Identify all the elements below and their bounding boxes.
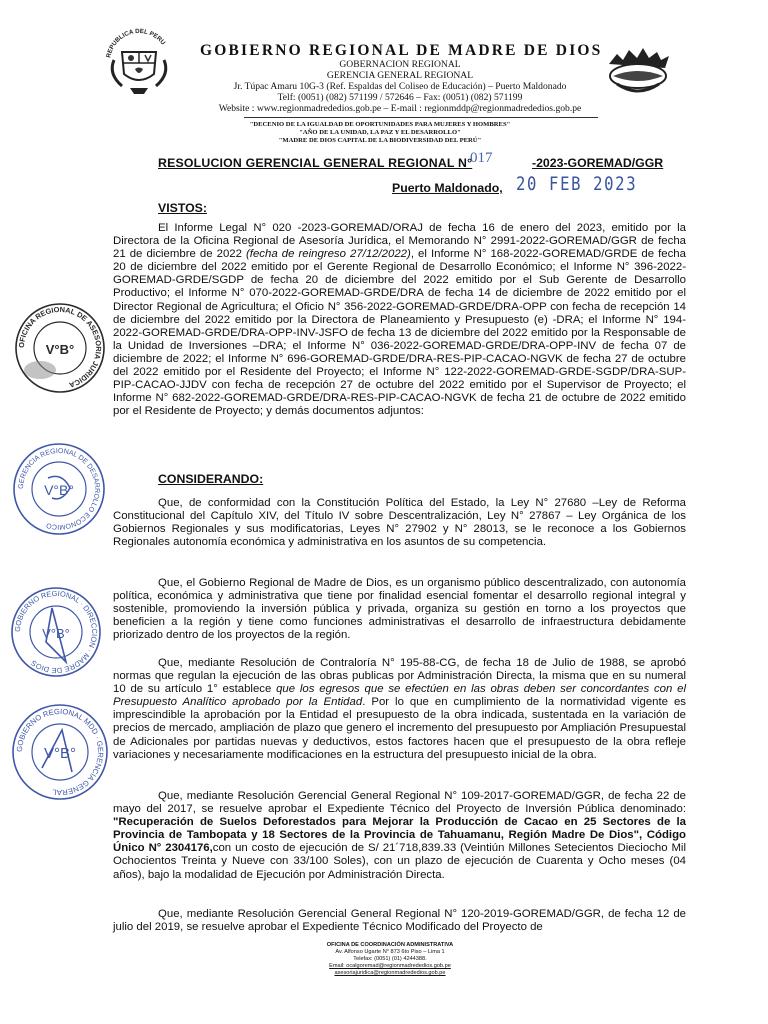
stamp-desarrollo-economico [8,438,110,540]
svg-text:REPUBLICA DEL PERU: REPUBLICA DEL PERU [105,27,167,59]
considerando-text-4-bold: "Recuperación de Suelos Deforestados para Mejorar la Producción de Cacao en 25 Sectores de la Provincia de Tambopata y 18 Sectores de la Provincia de Tahuamanu, Región Madre De Dios", Código Único N° 2304176, [113,816,686,855]
considerando-paragraph-3 [113,657,686,762]
considerando-text-1: Que, de conformidad con la Constitución Política del Estado, la Ley N° 27680 –Ley de Reforma Constitucional del Capítulo XIV, del Título IV sobre Descentralización, Ley N° 27867 – Ley Orgánica de los Gobiernos Regionales y sus modificatorias, Leyes N° 27902 y N° 28013, se le reconoce a los Gobiernos Regionales autonomía económica y administrativa en los asuntos de su competencia. [113,497,686,549]
stamp-3-mark: V°B° [42,626,70,641]
footer-address: Av. Alfonso Ugarte N° 873 6to Piso – Lima 1 [335,949,445,955]
vistos-reingreso-date: (fecha de reingreso 27/12/2022) [246,248,411,261]
vistos-paragraph [113,222,686,418]
header-rule [244,117,598,118]
stamp-3-ring: GOBIERNO REGIONAL · DIRECCION · MADRE DE DIOS [12,588,100,676]
considerando-text-3a: Que, mediante Resolución de Contraloría N° 195-88-CG, de fecha 18 de Julio de 1988, se aprobó normas que regulan la ejecución de las obras publicas por Administración Directa, la misma que en su numeral 10 de su artículo 1° establece [113,657,686,696]
considerando-text-4a: Que, mediante Resolución Gerencial General Regional N° 109-2017-GOREMAD/GGR, de fecha 22 de mayo del 2017, se resuelve aprobar el Expediente Técnico del Proyecto de Inversión Pública denominado: [113,790,686,816]
resolution-title: RESOLUCION GERENCIAL GENERAL REGIONAL N° [158,156,473,170]
considerando-paragraph-2 [113,577,686,642]
considerando-heading: CONSIDERANDO: [158,472,264,486]
stamp-4-ring: GOBIERNO REGIONAL MDD · GERENCIA GENERAL [14,706,106,798]
resolution-place: Puerto Maldonado, [392,181,503,195]
stamp-1-ring: OFICINA REGIONAL DE ASESORIA JURIDICA [16,304,104,390]
header-gerencia: GERENCIA GENERAL REGIONAL [326,70,474,81]
considerando-text-3c: . Por lo que en cumplimiento de la normatividad vigente es imprescindible la aprobación por la Entidad el presupuesto de la obra indicada, sustentada en la variación de precios de mercado, ampliación de plazo que genero el incremento del presupuesto por Ampliación Presupuestal de Adicionales por partidas nuevas y deductivos, estos factores hacen que el presupuesto de la obra refleje variaciones y necesariamente modificaciones en la estructura del presupuesto inicial de la obra. [113,696,686,761]
motto-anio: "AÑO DE LA UNIDAD, LA PAZ Y EL DESARROLLO" [299,129,461,136]
footer-telefax: Telefax: (0051) (01) 4244388. [353,956,427,962]
stamp-2-ring: GERENCIA REGIONAL DE DESARROLLO ECONOMICO [17,447,101,531]
considerando-paragraph-5 [113,908,686,934]
stamp-gerencia-general [6,698,114,806]
resolution-number: 017 [470,150,493,166]
considerando-text-3-italic: que los egresos que se efectúen en las obras deben ser concordantes con el Presupuesto Analítico aprobado por la Entidad [113,683,686,709]
footer-email-1: Email: ocalgoremad@regionmadrededios.gob.pe [329,963,451,969]
peru-coat-of-arms-logo [100,22,178,102]
stamp-2-mark: V°B° [44,482,74,498]
considerando-text-2: Que, el Gobierno Regional de Madre de Dios, es un organismo público descentralizado, con autonomía política, económica y administrativa que tiene por finalidad esencial fomentar el desarrollo regional integral y sostenible, promoviendo la inversión pública y privada, organiza su gestión en torno a los proyectos que beneficien a la región y tiene como funciones administrativas el desarrollo de infraestructura debidamente priorizado dentro de los proyectos de la región. [113,577,686,642]
header-website: Website : www.regionmadrededios.gob.pe – E-mail : regionmddp@regionmadrededios.gob.pe [218,103,582,114]
header-gobernacion: GOBERNACION REGIONAL [339,59,461,70]
resolution-suffix: -2023-GOREMAD/GGR [532,156,664,170]
vistos-text: El Informe Legal N° 020 -2023-GOREMAD/ORAJ de fecha 16 de enero del 2023, emitido por la Directora de la Oficina Regional de Asesoría Jurídica, el Memorando N° 2991-2022-GOREMAD/GGR de fecha 21 de diciembre de 2022 (fecha de reingreso 27/12/2022), el Informe N° 168-2022-GOREMAD/GRDE de fecha 20 de diciembre del 2022 emitido por el Gerente Regional de Desarrollo Económico; el Informe N° 396-2022-GOREMAD-GRDE/SGDP de fecha 20 de diciembre del 2022 emitido por el Sub Gerente de Desarrollo Productivo; el Informe N° 070-2022-GOREMAD-GRDE/DRA de fecha 14 de diciembre de 2022 emitido por el Director Regional de Agricultura; el Oficio N° 356-2022-GOREMAD-GRDE/DRA-OPP con fecha de recepción 14 de diciembre del 2022 emitido por la Directora de Planeamiento y Presupuesto (e) -DRA; el Informe N° 194-2022-GOREMAD-GRDE/DRA-OPP-INV-JSFO de fecha 13 de diciembre del 2022 emitido por la Responsable de la Unidad de Inversiones –DRA; el Informe N° 036-2022-GOREMAD-GRDE/DRA-OPP-INV de fecha 07 de diciembre de 2022; el Informe N° 696-GOREMAD-GRDE/DRA-RES-PIP-CACAO-NGVK de fecha 27 de octubre del 2022 emitido por el Residente del Proyecto; el Informe N° 122-2022-GOREMAD-GRDE-SGDP/DRA-SUP-PIP-CACAO-JJDV con fecha de recepción 27 de octubre del 2022 emitido por el Supervisor de Proyecto; el Informe N° 682-2022-GOREMAD-GRDE/DRA-RES-PIP-CACAO-NGVK de fecha 21 de octubre de 2022 emitido por el Residente de Proyecto; y demás documentos adjuntos: [113,222,686,418]
considerando-text-4c: con un costo de ejecución de S/ 21´718,839.33 (Veintiún Millones Setecientos Dieciocho Mil Ochocientos Treinta y Nueve con 33/100 Soles), con un plazo de ejecución de Cuarenta y Ocho meses (04 años), bajo la modalidad de Ejecución por Administración Directa. [113,842,686,881]
footer-email-2: asesoriajuridica@regionmadrededios.gob.pe [334,970,446,976]
date-stamp: 20 FEB 2023 [516,173,638,195]
stamp-1-mark: V°B° [45,342,75,357]
motto-decenio: "DECENIO DE LA IGUALDAD DE OPORTUNIDADES PARA MUJERES Y HOMBRES" [249,121,511,128]
header-title: GOBIERNO REGIONAL DE MADRE DE DIOS [200,42,603,59]
considerando-text-5: Que, mediante Resolución Gerencial General Regional N° 120-2019-GOREMAD/GGR, de fecha 12 de julio del 2019, se resuelve aprobar el Expediente Técnico Modificado del Proyecto de [113,908,686,934]
stamp-direccion [6,582,106,682]
stamp-4-mark: V°B° [43,745,77,762]
footer-office: OFICINA DE COORDINACIÓN ADMINISTRATIVA [326,942,454,948]
header-phone: Telf: (0051) (082) 571199 / 572646 – Fax: (0051) (082) 571199 [277,92,523,103]
header-address: Jr. Túpac Amaru 10G-3 (Ref. Espaldas del Coliseo de Educación) – Puerto Maldonado [233,81,567,92]
stamp-asesoria-juridica [10,298,110,398]
considerando-paragraph-4 [113,790,686,882]
considerando-paragraph-1 [113,497,686,549]
vistos-heading: VISTOS: [158,201,207,215]
motto-capital: "MADRE DE DIOS CAPITAL DE LA BIODIVERSIDAD DEL PERÚ" [278,137,482,144]
